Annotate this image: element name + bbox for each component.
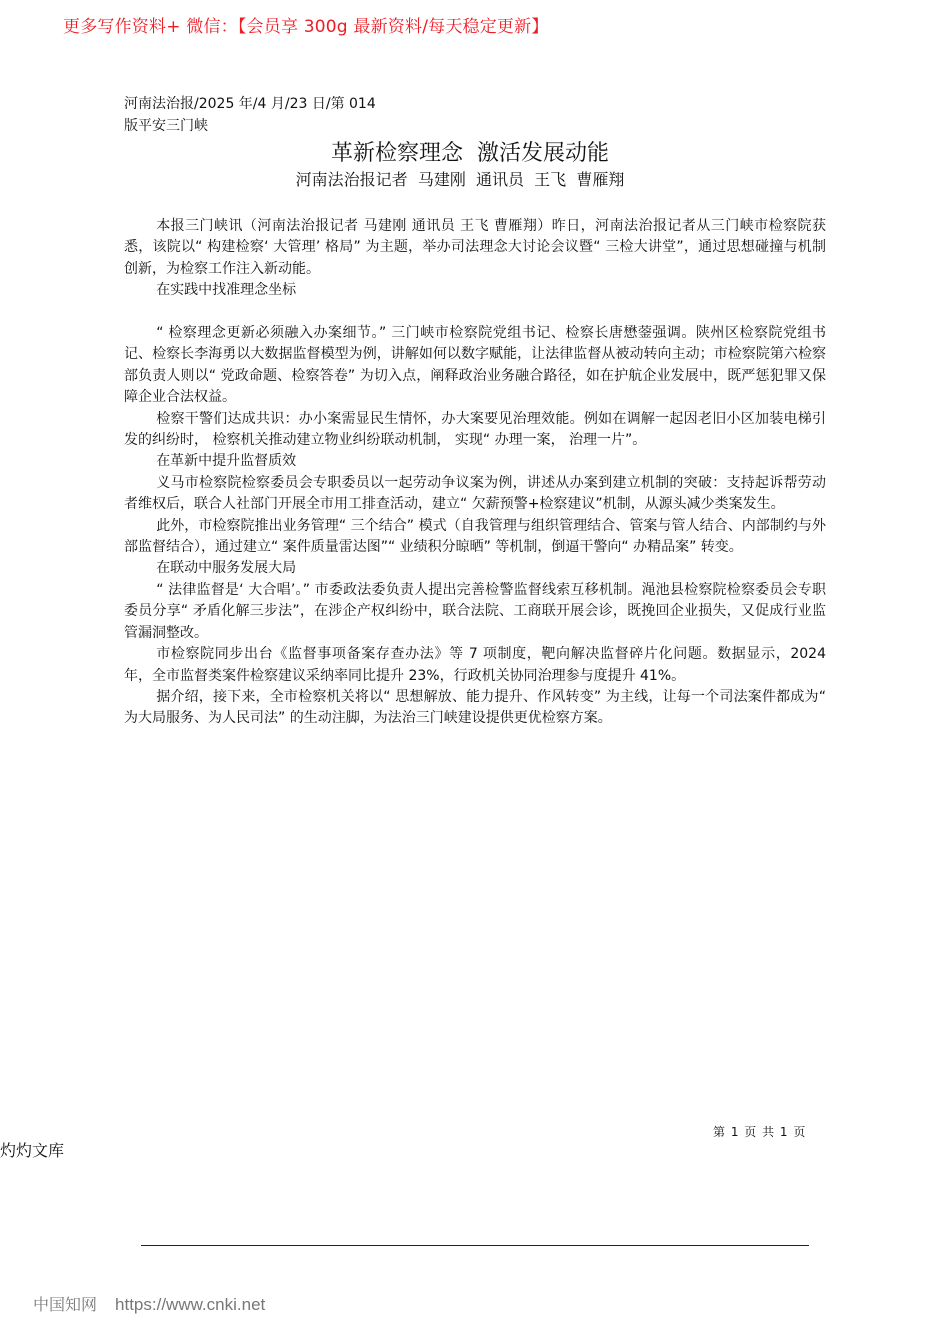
paragraph: 义马市检察院检察委员会专职委员以一起劳动争议案为例，讲述从办案到建立机制的突破：支持起诉帮劳动者维权后，联合人社部门开展全市用工排查活动，建立“ 欠薪预警+检察建议”机制，从源头减少类案发生。 — [124, 474, 826, 513]
footer-divider — [141, 1245, 809, 1246]
section-heading: 在联动中服务发展大局 — [156, 560, 297, 577]
article-body — [124, 216, 826, 730]
source-url-link[interactable]: https://www.cnki.net — [115, 1295, 266, 1314]
article-byline: 河南法治报记者 马建刚 通讯员 王飞 曹雁翔 — [295, 170, 625, 189]
article-title: 革新检察理念 激活发展动能 — [331, 141, 609, 166]
publication-meta-line-2: 版平安三门峡 — [124, 118, 208, 134]
paragraph-intro: 本报三门峡讯（河南法治报记者 马建刚 通讯员 王飞 曹雁翔）昨日，河南法治报记者从三门峡市检察院获悉，该院以“ 构建检察‘ 大管理’ 格局” 为主题，举办司法理念大讨论会议暨“ 三检大讲堂”，通过思想碰撞与机制创新，为检察工作注入新动能。 — [124, 218, 826, 277]
watermark-label: 灼灼文库 — [0, 1141, 65, 1160]
paragraph: “ 法律监督是‘ 大合唱’。” 市委政法委负责人提出完善检警监督线索互移机制。渑池县检察院检察委员会专职委员分享“ 矛盾化解三步法”，在涉企产权纠纷中，联合法院、工商联开展会诊，既挽回企业损失，又促成行业监管漏洞整改。 — [124, 581, 826, 641]
footer-source — [33, 1294, 265, 1316]
publication-meta-line-1: 河南法治报/2025 年/4 月/23 日/第 014 — [124, 96, 376, 112]
paragraph: “ 检察理念更新必须融入办案细节。” 三门峡市检察院党组书记、检察长唐懋蓥强调。陕州区检察院党组书记、检察长李海勇以大数据监督模型为例，讲解如何以数字赋能，让法律监督从被动转向主动；市检察院第六检察部负责人则以“ 党政命题、检察答卷” 为切入点，阐释政治业务融合路径，如在护航企业发展中，既严惩犯罪又保障企业合法权益。 — [124, 325, 826, 406]
paragraph: 此外，市检察院推出业务管理“ 三个结合” 模式（自我管理与组织管理结合、管案与管人结合、内部制约与外部监督结合），通过建立“ 案件质量雷达图”“ 业绩积分晾晒” 等机制，倒逼干警向“ 办精品案” 转变。 — [124, 517, 826, 556]
publication-meta — [124, 93, 376, 137]
section-heading: 在革新中提升监督质效 — [156, 453, 297, 470]
source-name: 中国知网 — [33, 1295, 98, 1314]
paragraph: 检察干警们达成共识：办小案需显民生情怀，办大案要见治理效能。例如在调解一起因老旧小区加装电梯引发的纠纷时， 检察机关推动建立物业纠纷联动机制， 实现“ 办理一案， 治理一片”。 — [124, 410, 826, 449]
page-number: 第 1 页 共 1 页 — [713, 1125, 807, 1139]
section-heading: 在实践中找准理念坐标 — [156, 282, 297, 299]
paragraph-closing: 据介绍，接下来，全市检察机关将以“ 思想解放、能力提升、作风转变” 为主线，让每一个司法案件都成为“ 为大局服务、为人民司法” 的生动注脚，为法治三门峡建设提供更优检察方案。 — [124, 688, 826, 727]
promo-banner: 更多写作资料+ 微信：【会员享 300g 最新资料/每天稳定更新】 — [63, 17, 549, 37]
paragraph: 市检察院同步出台《监督事项备案存查办法》等 7 项制度，靶向解决监督碎片化问题。数据显示，2024 年，全市监督类案件检察建议采纳率同比提升 23%，行政机关协同治理参与度提升 41%。 — [124, 646, 826, 684]
